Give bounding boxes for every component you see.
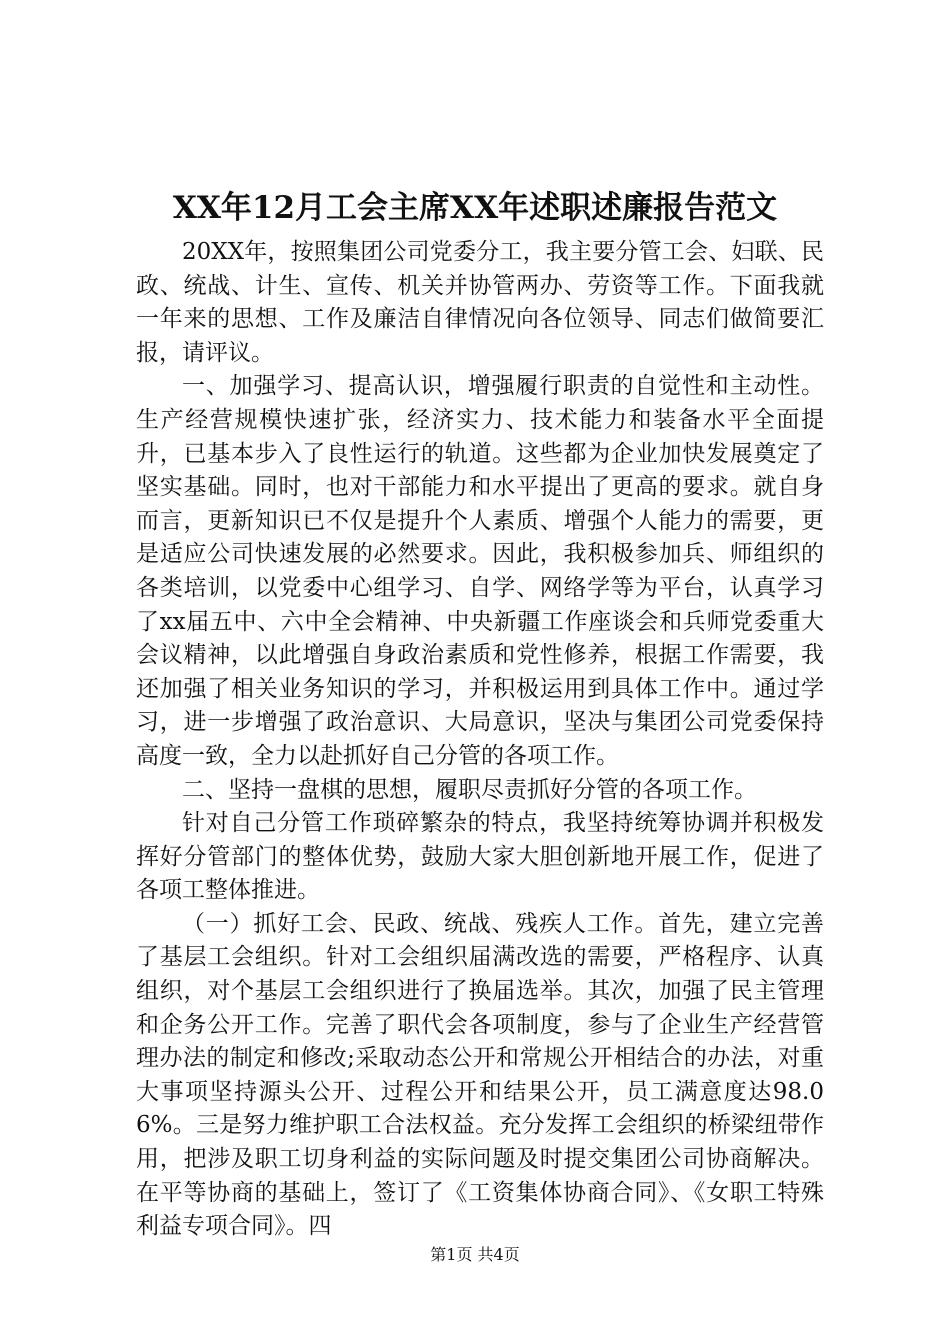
document-body [136,236,824,1244]
document-title: XX年12月工会主席XX年述职述廉报告范文 [172,190,778,226]
paragraph-section-one: 一、加强学习、提高认识，增强履行职责的自觉性和主动性。生产经营规模快速扩张，经济实力、技术能力和装备水平全面提升，已基本步入了良性运行的轨道。这些都为企业加快发展奠定了坚实基础。同时，也对干部能力和水平提出了更高的要求。就自身而言，更新知识已不仅是提升个人素质、增强个人能力的需要，更是适应公司快速发展的必然要求。因此，我积极参加兵、师组织的各类培训，以党委中心组学习、自学、网络学等为平台，认真学习了xx届五中、六中全会精神、中央新疆工作座谈会和兵师党委重大会议精神，以此增强自身政治素质和党性修养，根据工作需要，我还加强了相关业务知识的学习，并积极运用到具体工作中。通过学习，进一步增强了政治意识、大局意识，坚决与集团公司党委保持高度一致，全力以赴抓好自己分管的各项工作。 [136,373,824,769]
paragraph-intro: 20XX年，按照集团公司党委分工，我主要分管工会、妇联、民政、统战、计生、宣传、机关并协管两办、劳资等工作。下面我就一年来的思想、工作及廉洁自律情况向各位领导、同志们做简要汇报，请评议。 [136,239,824,366]
paragraph-section-two-intro: 针对自己分管工作琐碎繁杂的特点，我坚持统筹协调并积极发挥好分管部门的整体优势，鼓励大家大胆创新地开展工作，促进了各项工整体推进。 [136,810,824,904]
page-number-footer: 第1页 共4页 [430,1245,520,1264]
paragraph-subsection-one: （一）抓好工会、民政、统战、残疾人工作。首先，建立完善了基层工会组织。针对工会组织届满改选的需要，严格程序、认真组织，对个基层工会组织进行了换届选举。其次，加强了民主管理和企务公开工作。完善了职代会各项制度，参与了企业生产经营管理办法的制定和修改;采取动态公开和常规公开相结合的办法，对重大事项坚持源头公开、过程公开和结果公开，员工满意度达98.06%。三是努力维护职工合法权益。充分发挥工会组织的桥梁纽带作用，把涉及职工切身利益的实际问题及时提交集团公司协商解决。在平等协商的基础上，签订了《工资集体协商合同》、《女职工特殊利益专项合同》。四 [136,910,824,1240]
paragraph-section-two-heading: 二、坚持一盘棋的思想，履职尽责抓好分管的各项工作。 [182,776,757,803]
